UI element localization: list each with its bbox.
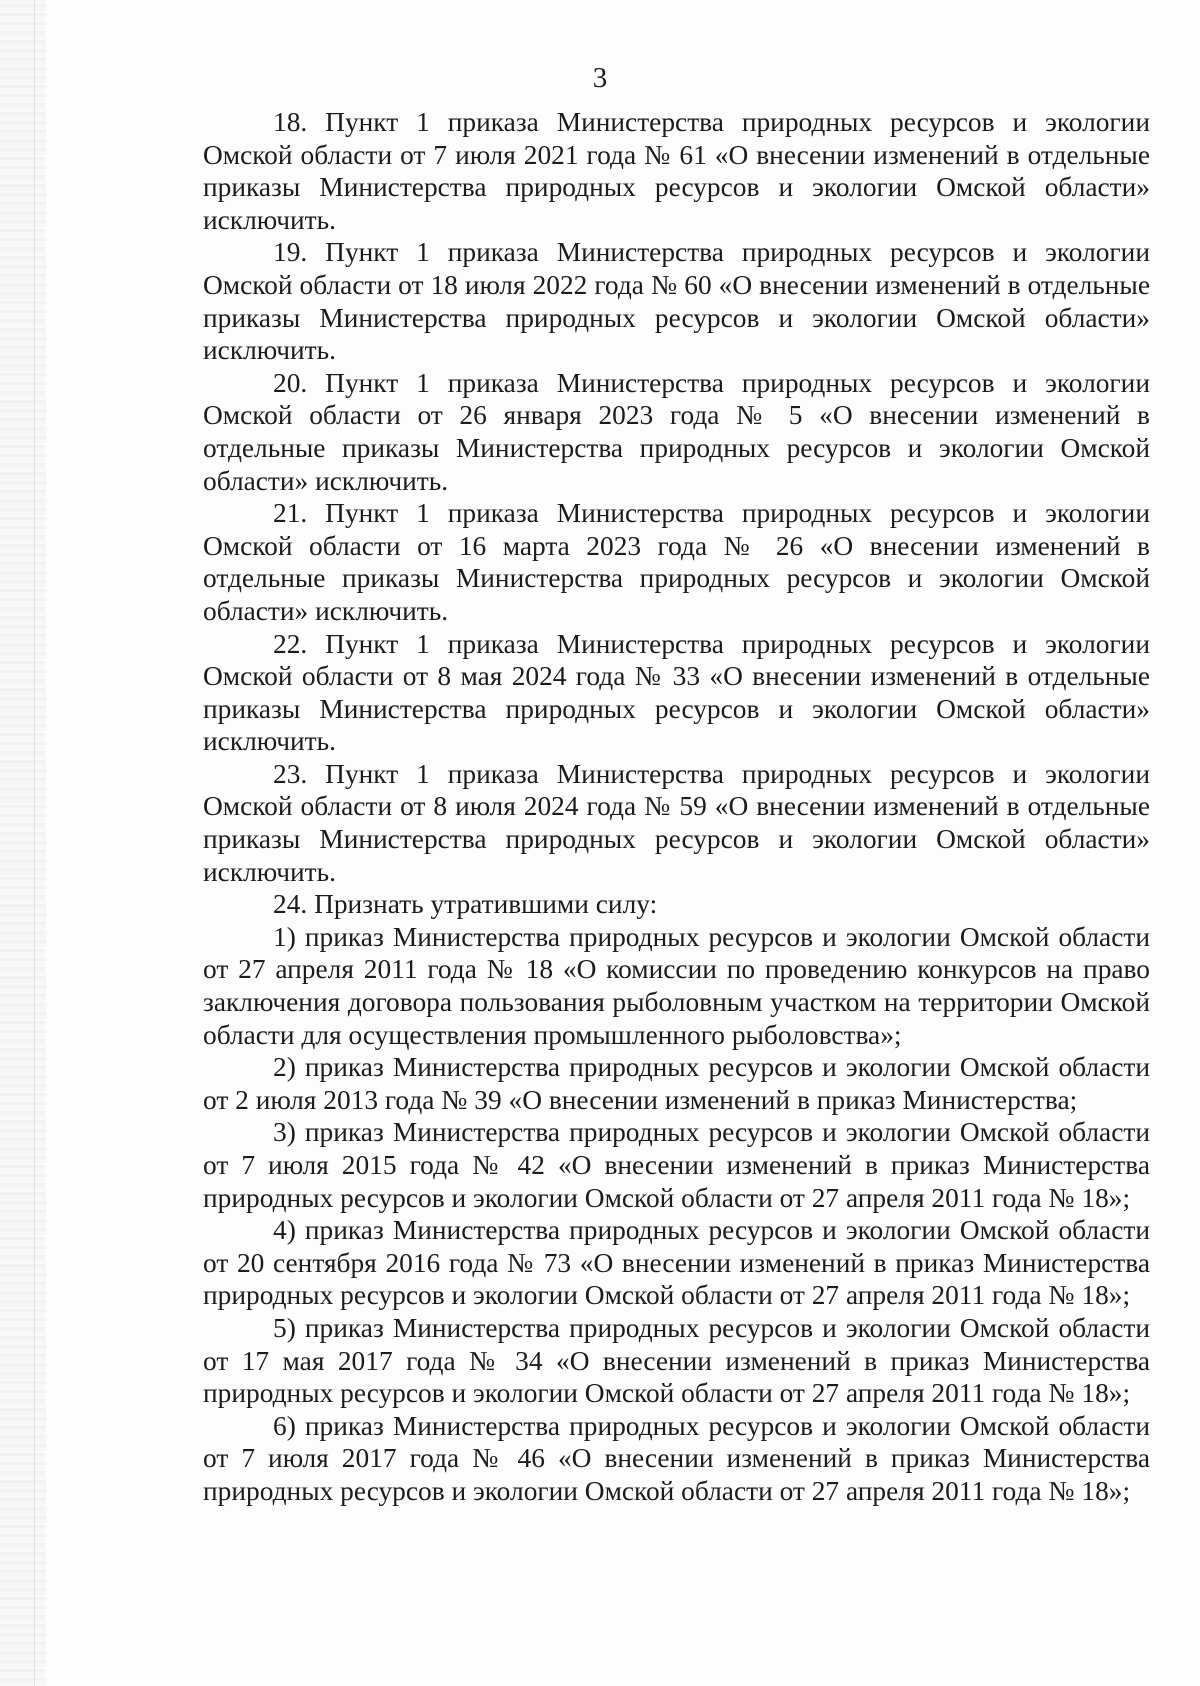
paragraph-item-21: 21. Пункт 1 приказа Министерства природных ресурсов и экологии Омской области от 16 марта 2023 года № 26 «О внесении изменений в отдельные приказы Министерства природных ресурсов и экологии Омской области» исключить. <box>203 498 1150 626</box>
list-item-5: 5) приказ Министерства природных ресурсов и экологии Омской области от 17 мая 2017 года № 34 «О внесении изменений в приказ Министерства природных ресурсов и экологии Омской области от 27 апреля 2011 года № 18»; <box>203 1312 1150 1409</box>
page-number: 3 <box>592 62 608 94</box>
paragraph-item-22: 22. Пункт 1 приказа Министерства природных ресурсов и экологии Омской области от 8 мая 2024 года № 33 «О внесении изменений в отдельные приказы Министерства природных ресурсов и экологии Омской области» исключить. <box>203 628 1150 757</box>
list-item-4: 4) приказ Министерства природных ресурсов и экологии Омской области от 20 сентября 2016 года № 73 «О внесении изменений в приказ Министерства природных ресурсов и экологии Омской области от 27 апреля 2011 года № 18»; <box>203 1215 1150 1311</box>
paragraph-item-18: 18. Пункт 1 приказа Министерства природных ресурсов и экологии Омской области от 7 июля 2021 года № 61 «О внесении изменений в отдельные приказы Министерства природных ресурсов и экологии Омской области» исключить. <box>203 107 1150 235</box>
paragraph-item-23: 23. Пункт 1 приказа Министерства природных ресурсов и экологии Омской области от 8 июля 2024 года № 59 «О внесении изменений в отдельные приказы Министерства природных ресурсов и экологии Омской области» исключить. <box>203 758 1150 887</box>
list-item-2: 2) приказ Министерства природных ресурсов и экологии Омской области от 2 июля 2013 года № 39 «О внесении изменений в приказ Министерства; <box>203 1052 1150 1115</box>
list-item-1: 1) приказ Министерства природных ресурсов и экологии Омской области от 27 апреля 2011 года № 18 «О комиссии по проведению конкурсов на право заключения договора пользования рыболовным участком на территории Омской области для осуществления промышленного рыболовства»; <box>203 921 1150 1050</box>
document-body <box>203 106 1150 1508</box>
paragraph-item-19: 19. Пункт 1 приказа Министерства природных ресурсов и экологии Омской области от 18 июля 2022 года № 60 «О внесении изменений в отдельные приказы Министерства природных ресурсов и экологии Омской области» исключить. <box>203 237 1150 366</box>
scan-edge-line <box>34 0 35 1686</box>
list-item-6: 6) приказ Министерства природных ресурсов и экологии Омской области от 7 июля 2017 года № 46 «О внесении изменений в приказ Министерства природных ресурсов и экологии Омской области от 27 апреля 2011 года № 18»; <box>203 1410 1150 1506</box>
scan-edge-artifact <box>0 0 46 1686</box>
list-item-3: 3) приказ Министерства природных ресурсов и экологии Омской области от 7 июля 2015 года № 42 «О внесении изменений в приказ Министерства природных ресурсов и экологии Омской области от 27 апреля 2011 года № 18»; <box>203 1117 1150 1213</box>
paragraph-item-20: 20. Пункт 1 приказа Министерства природных ресурсов и экологии Омской области от 26 января 2023 года № 5 «О внесении изменений в отдельные приказы Министерства природных ресурсов и экологии Омской области» исключить. <box>203 367 1150 496</box>
paragraph-item-24: 24. Признать утратившими силу: <box>273 889 658 920</box>
